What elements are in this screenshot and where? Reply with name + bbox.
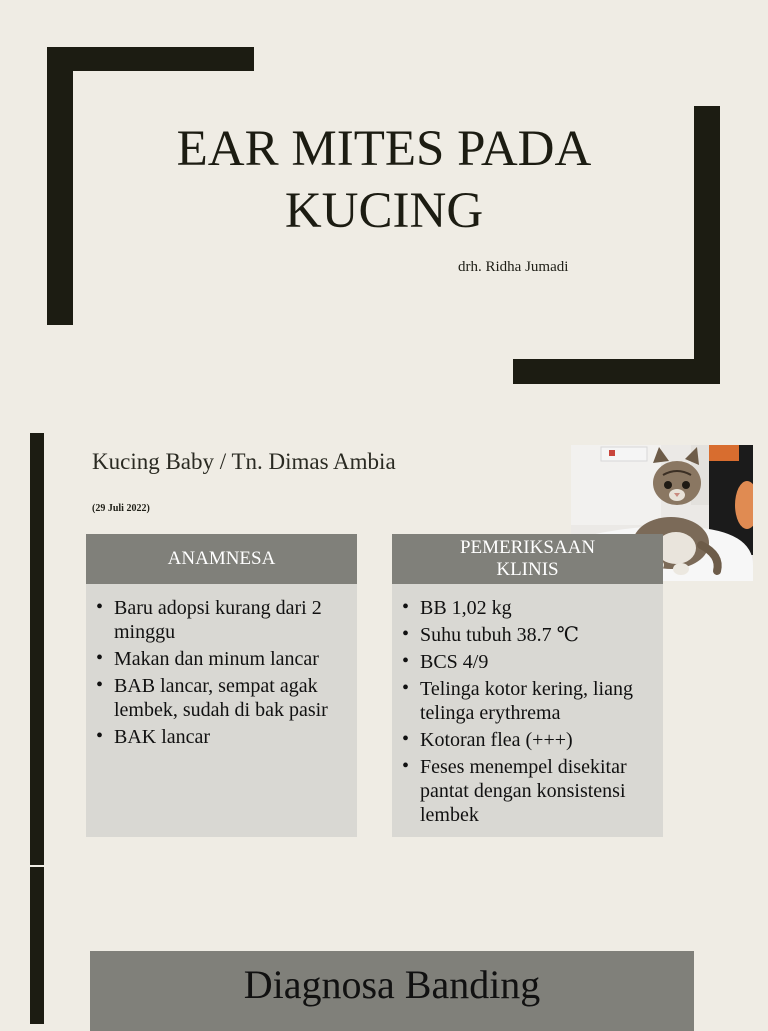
list-item: • BCS 4/9 [400, 650, 653, 674]
title-line-2: KUCING [284, 183, 484, 239]
anamnesa-list [86, 584, 357, 749]
left-accent-bar [30, 867, 44, 1024]
list-item: • Kotoran flea (+++) [400, 728, 653, 752]
title-line-1: EAR MITES PADA [176, 121, 592, 177]
anamnesa-heading: ANAMNESA [167, 548, 276, 569]
list-item: • Baru adopsi kurang dari 2 minggu [94, 596, 347, 644]
list-item: • Makan dan minum lancar [94, 647, 347, 671]
diagnosa-slide [0, 864, 768, 1024]
case-slide [0, 432, 768, 864]
anamnesa-body [86, 584, 357, 837]
pemeriksaan-body [392, 584, 663, 837]
anamnesa-header [86, 534, 357, 584]
title-slide [0, 0, 768, 432]
pemeriksaan-header [392, 534, 663, 584]
list-item: • BB 1,02 kg [400, 596, 653, 620]
list-item: • Feses menempel disekitar pantat dengan konsistensi lembek [400, 755, 653, 827]
left-accent-bar [30, 433, 44, 865]
pemeriksaan-heading: PEMERIKSAAN KLINIS [459, 537, 596, 580]
frame-top-left-horizontal [47, 47, 254, 71]
diagnosa-title: Diagnosa Banding [243, 962, 541, 1007]
frame-bottom-right-vertical [694, 106, 720, 384]
list-item: • BAK lancar [94, 725, 347, 749]
pemeriksaan-list [392, 584, 663, 827]
frame-top-left-vertical [47, 47, 73, 325]
list-item: • Telinga kotor kering, liang telinga erythrema [400, 677, 653, 725]
list-item: • Suhu tubuh 38.7 ℃ [400, 623, 653, 647]
case-date: (29 Juli 2022) [92, 503, 150, 514]
frame-bottom-right-horizontal [513, 359, 720, 384]
presentation-title [100, 118, 668, 242]
author-name: drh. Ridha Jumadi [458, 259, 569, 275]
list-item: • BAB lancar, sempat agak lembek, sudah di bak pasir [94, 674, 347, 722]
case-title: Kucing Baby / Tn. Dimas Ambia [92, 449, 396, 474]
